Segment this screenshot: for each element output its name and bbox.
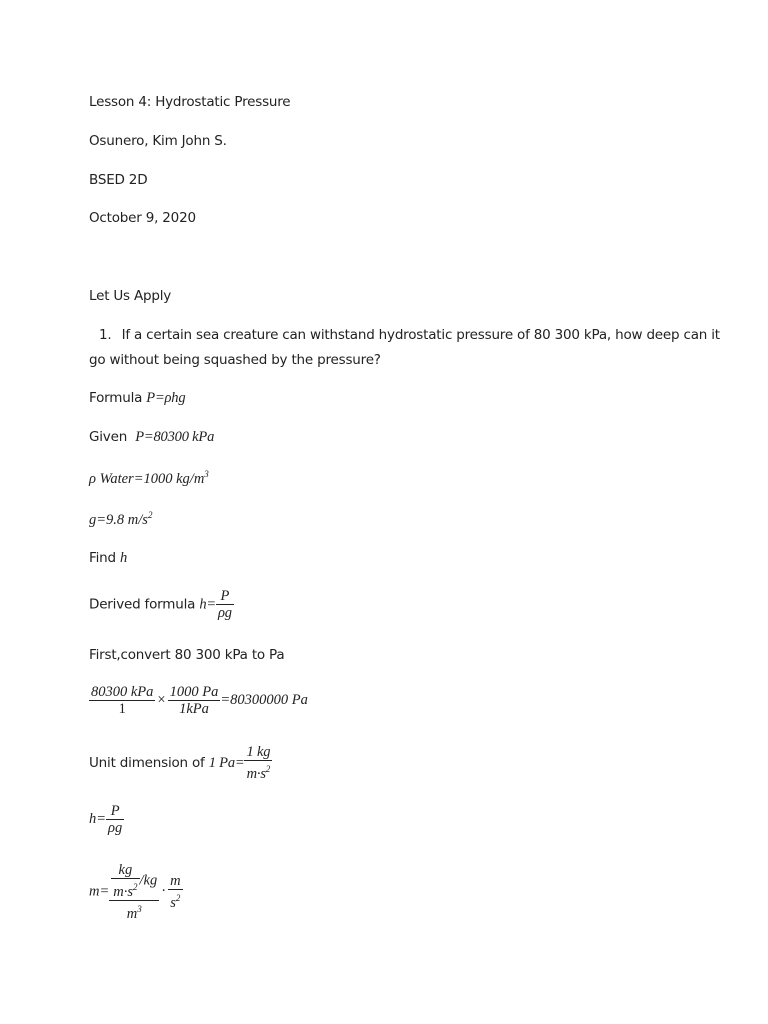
unit-den: m·s	[246, 766, 266, 782]
given-pressure: P=80300 kPa	[135, 429, 215, 445]
find-label: Find	[89, 550, 116, 566]
m-inner-den-wrap	[111, 879, 139, 900]
m-r-exp: 2	[175, 893, 181, 903]
unit-den-exp: 2	[265, 764, 271, 774]
derived-den: ρg	[217, 605, 232, 621]
student-name: Osunero, Kim John S.	[89, 133, 227, 149]
m-slash: /kg	[139, 872, 158, 889]
m-inner-num: kg	[111, 862, 139, 879]
conv-fraction-1	[89, 684, 155, 717]
derived-lhs: h=	[199, 596, 216, 613]
section: BSED 2D	[89, 172, 148, 188]
m-r-num: m	[170, 873, 181, 889]
rho-water-exp: 3	[204, 469, 209, 479]
m-inner-den: m·s	[113, 884, 134, 900]
conv-result: =80300000 Pa	[220, 691, 308, 708]
date: October 9, 2020	[89, 210, 196, 226]
m-inner-fraction	[111, 862, 139, 900]
gravity-text: g=9.8 m/s	[89, 512, 148, 528]
gravity	[89, 510, 152, 529]
conv-num-1: 80300 kPa	[91, 684, 154, 700]
conv-times: ×	[157, 691, 166, 708]
formula-label: Formula	[89, 390, 143, 406]
m-dot: ·	[161, 883, 167, 900]
h-lhs: h=	[89, 810, 107, 827]
m-inner-exp: 2	[133, 882, 138, 892]
given-line	[89, 429, 214, 446]
derived-line	[89, 588, 234, 621]
derived-fraction	[216, 588, 234, 621]
conv-den-1: 1	[118, 701, 126, 717]
find-var: h	[119, 550, 128, 566]
derived-label: Derived formula	[89, 596, 196, 613]
derived-num: P	[216, 588, 234, 605]
rho-water-text: ρ Water=1000 kg/m	[89, 471, 205, 487]
m-equation	[89, 862, 183, 922]
find-line	[89, 550, 127, 567]
h-den: ρg	[108, 820, 123, 836]
question-line-1	[89, 327, 720, 343]
m-right-fraction	[168, 873, 182, 911]
conversion-equation	[89, 684, 308, 717]
given-label: Given	[89, 429, 128, 445]
rho-water	[89, 469, 209, 488]
m-den-exp: 3	[137, 904, 142, 914]
conv-den-2: 1kPa	[179, 701, 209, 717]
question-line-2: go without being squashed by the pressure?	[89, 352, 381, 368]
gravity-exp: 2	[147, 510, 153, 520]
m-lhs: m=	[89, 883, 110, 900]
m-big-num	[109, 862, 159, 901]
m-den: m	[126, 906, 138, 922]
formula-line	[89, 390, 185, 407]
activity-heading: Let Us Apply	[89, 288, 172, 304]
lesson-title: Lesson 4: Hydrostatic Pressure	[89, 94, 291, 110]
unit-line	[89, 744, 272, 782]
h-fraction	[106, 803, 124, 836]
question-number: 1.	[99, 327, 112, 343]
m-big-fraction	[109, 862, 159, 922]
conv-num-2: 1000 Pa	[169, 684, 219, 700]
m-r-den-wrap	[168, 890, 182, 911]
conv-fraction-2	[168, 684, 221, 717]
formula: P=ρhg	[146, 390, 186, 406]
unit-label: Unit dimension of	[89, 755, 205, 771]
h-equation	[89, 803, 124, 836]
convert-text: First,convert 80 300 kPa to Pa	[89, 647, 285, 663]
m-r-den: s	[170, 895, 176, 911]
unit-den-wrap	[244, 761, 272, 782]
question-text-1: If a certain sea creature can withstand hydrostatic pressure of 80 300 kPa, how deep can it	[121, 327, 720, 343]
h-num: P	[106, 803, 124, 820]
unit-fraction	[244, 744, 272, 782]
unit-lhs: 1 Pa=	[208, 755, 245, 771]
m-big-den	[109, 901, 159, 922]
unit-num: 1 kg	[246, 744, 271, 760]
